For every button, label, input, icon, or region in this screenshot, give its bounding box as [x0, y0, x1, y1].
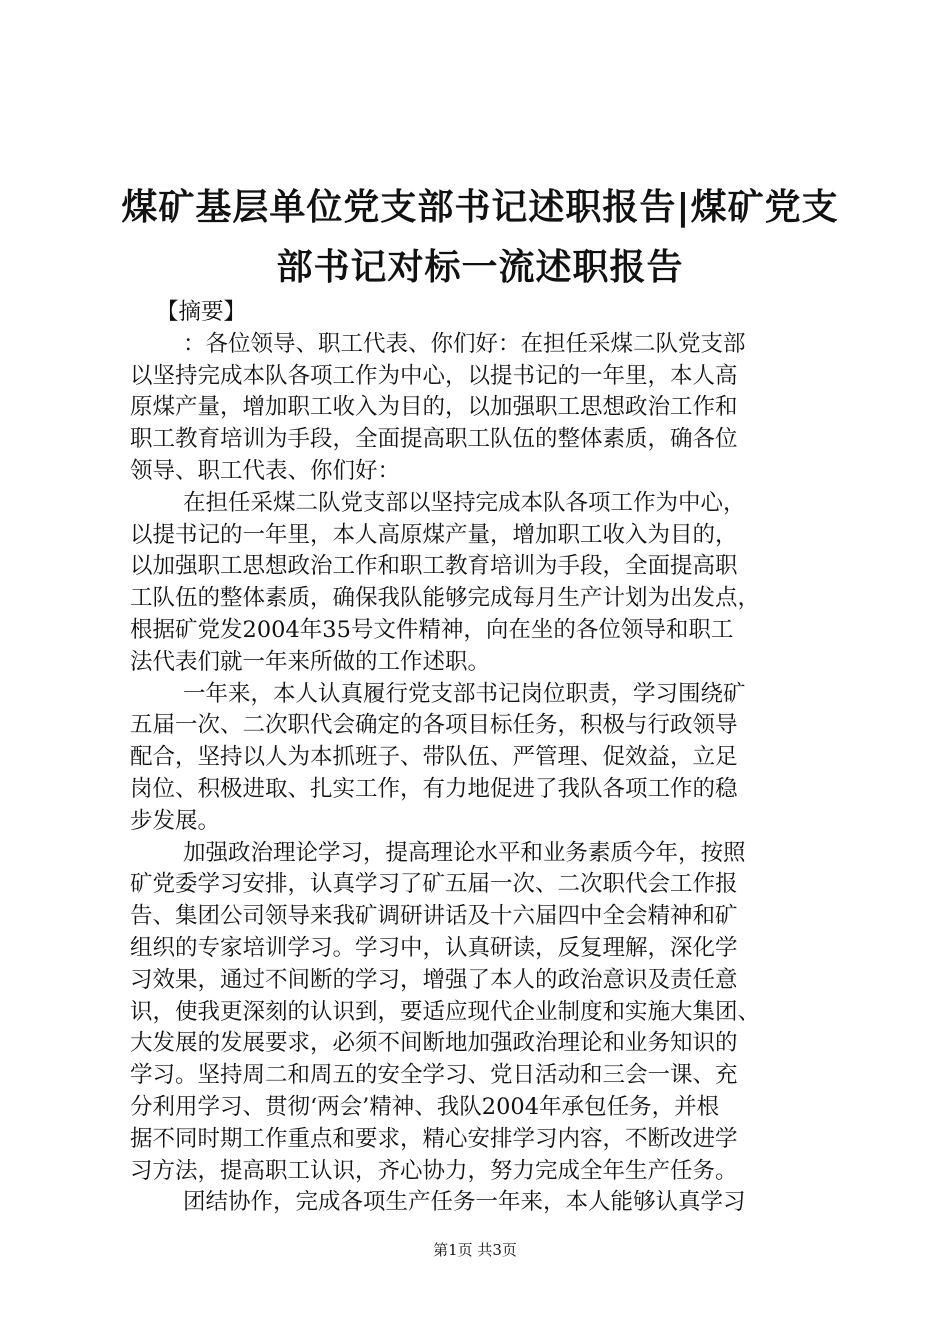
paragraph-1 [130, 329, 830, 488]
paragraph-line: 工队伍的整体素质，确保我队能够完成每月生产计划为出发点， [130, 585, 761, 612]
paragraph-line: 加强政治理论学习，提高理论水平和业务素质今年，按照 [183, 839, 746, 866]
paragraph-line: 矿党委学习安排，认真学习了矿五届一次、二次职代会工作报 [130, 871, 738, 898]
paragraph-line: 以坚持完成本队各项工作为中心，以提书记的一年里，本人高 [130, 362, 738, 389]
abstract-label: 【摘要】 [156, 299, 247, 325]
paragraph-line: 岗位、积极进取、扎实工作，有力地促进了我队各项工作的稳 [130, 775, 738, 802]
paragraph-line: 团结协作，完成各项生产任务一年来，本人能够认真学习 [183, 1189, 746, 1216]
paragraph-4 [130, 838, 830, 1188]
paragraph-line: 据不同时期工作重点和要求，精心安排学习内容，不断改进学 [130, 1125, 738, 1152]
paragraph-line: 分利用学习、贯彻‘两会’精神、我队2004年承包任务，并根 [130, 1093, 720, 1120]
paragraph-line: 告、集团公司领导来我矿调研讲话及十六届四中全会精神和矿 [130, 903, 738, 930]
paragraph-line: 原煤产量，增加职工收入为目的，以加强职工思想政治工作和 [130, 394, 738, 421]
paragraph-line: 一年来，本人认真履行党支部书记岗位职责，学习围绕矿 [183, 680, 746, 707]
paragraph-line: 学习。坚持周二和周五的安全学习、党日活动和三会一课、充 [130, 1062, 738, 1089]
paragraph-line: 大发展的发展要求，必须不间断地加强政治理论和业务知识的 [130, 1030, 738, 1057]
paragraph-line: 习效果，通过不间断的学习，增强了本人的政治意识及责任意 [130, 966, 738, 993]
paragraph-line: 以提书记的一年里，本人高原煤产量，增加职工收入为目的， [130, 521, 738, 548]
paragraph-5 [130, 1187, 830, 1219]
paragraph-line: 习方法，提高职工认识，齐心协力，努力完成全年生产任务。 [130, 1157, 738, 1184]
paragraph-line: 组织的专家培训学习。学习中，认真研读，反复理解，深化学 [130, 934, 738, 961]
document-title [120, 178, 840, 298]
paragraph-line: 步发展。 [130, 807, 221, 834]
title-line-2: 部书记对标一流述职报告 [276, 247, 684, 288]
document-body [130, 297, 830, 1219]
paragraph-2 [130, 488, 830, 679]
paragraph-line: 法代表们就一年来所做的工作述职。 [130, 648, 491, 675]
paragraph-3 [130, 679, 830, 838]
paragraph-line: 在担任采煤二队党支部以坚持完成本队各项工作为中心， [183, 489, 746, 516]
paragraph-line: 配合，坚持以人为本抓班子、带队伍、严管理、促效益，立足 [130, 744, 738, 771]
paragraph-line: 职工教育培训为手段，全面提高职工队伍的整体素质，确各位 [130, 426, 738, 453]
paragraph-line: 根据矿党发2004年35号文件精神，向在坐的各位领导和职工 [130, 616, 734, 643]
title-line-1: 煤矿基层单位党支部书记述职报告|煤矿党支 [121, 187, 839, 228]
paragraph-line: ：各位领导、职工代表、你们好：在担任采煤二队党支部 [183, 330, 746, 357]
paragraph-line: 以加强职工思想政治工作和职工教育培训为手段，全面提高职 [130, 553, 738, 580]
paragraph-line: 识，使我更深刻的认识到，要适应现代企业制度和实施大集团、 [130, 998, 761, 1025]
paragraph-line: 五届一次、二次职代会确定的各项目标任务，积极与行政领导 [130, 712, 738, 739]
page-total: 共3页 [477, 1241, 517, 1259]
paragraph-line: 领导、职工代表、你们好： [130, 457, 401, 484]
page-number: 第1页 [433, 1241, 473, 1259]
page-footer [0, 1240, 950, 1260]
